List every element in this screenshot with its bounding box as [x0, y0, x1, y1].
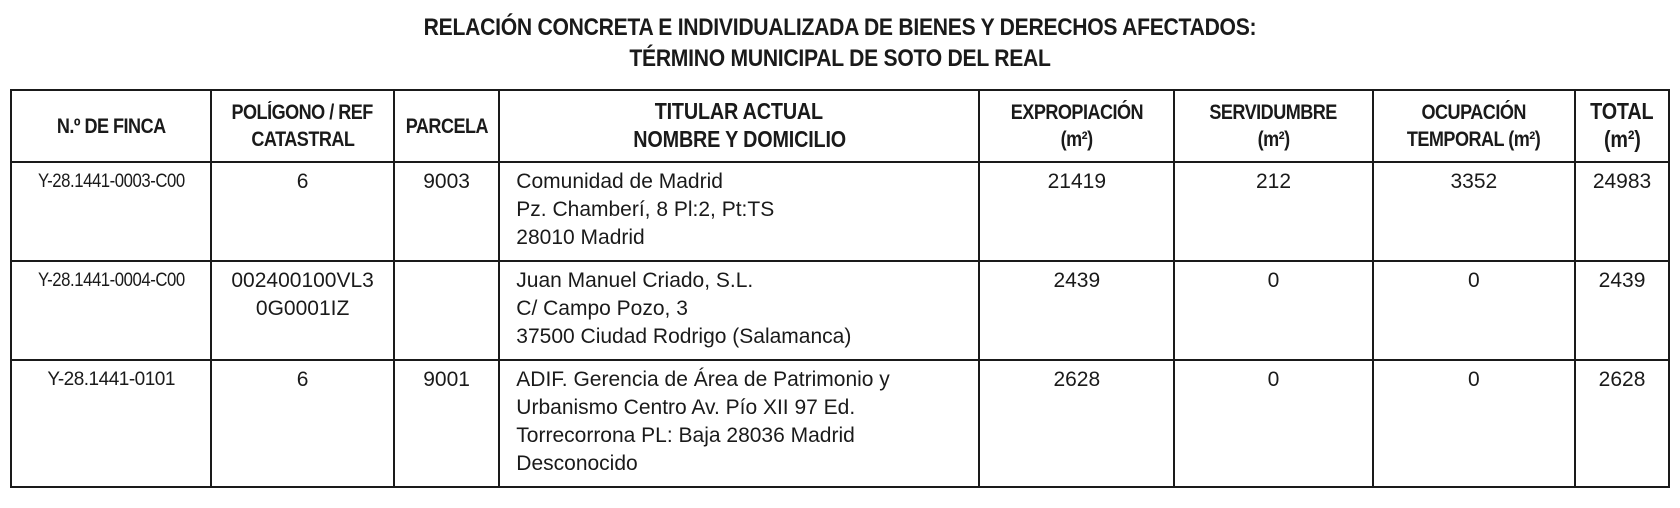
header-titular-line2: NOMBRE Y DOMICILIO: [632, 126, 846, 152]
expropiacion-cell: 21419: [979, 162, 1174, 261]
titular-line: Torrecorrona PL: Baja 28036 Madrid: [516, 424, 855, 447]
header-row: [11, 90, 1669, 162]
header-poligono-line1: POLÍGONO / REF: [231, 101, 374, 124]
table-row: [11, 360, 1669, 487]
servidumbre-cell: 0: [1174, 360, 1372, 487]
titular-line: C/ Campo Pozo, 3: [516, 297, 688, 320]
titular-line: Juan Manuel Criado, S.L.: [516, 269, 754, 292]
titular-line: Desconocido: [516, 452, 638, 475]
finca-number: Y-28.1441-0004-C00: [37, 270, 185, 291]
poligono-value: 002400100VL3: [231, 269, 374, 292]
finca-cell: [11, 162, 211, 261]
titular-cell: [499, 360, 979, 487]
table-row: [11, 261, 1669, 360]
poligono-value: 0G0001IZ: [255, 297, 350, 320]
titular-cell: [499, 162, 979, 261]
header-expropiacion: [979, 90, 1174, 162]
expropiacion-cell: 2628: [979, 360, 1174, 487]
ocupacion-cell: 3352: [1373, 162, 1575, 261]
poligono-cell: [211, 360, 394, 487]
header-parcela-label: PARCELA: [405, 114, 488, 138]
total-cell: 2628: [1575, 360, 1669, 487]
poligono-value: 6: [296, 368, 309, 391]
parcela-cell: [394, 261, 499, 360]
header-expropiacion-line2: (m²): [1060, 128, 1093, 151]
servidumbre-cell: 0: [1174, 261, 1372, 360]
expropiacion-cell: 2439: [979, 261, 1174, 360]
finca-number: Y-28.1441-0101: [47, 369, 175, 390]
titular-cell: [499, 261, 979, 360]
finca-cell: [11, 360, 211, 487]
title-line-2: TÉRMINO MUNICIPAL DE SOTO DEL REAL: [629, 45, 1051, 72]
titular-line: 37500 Ciudad Rodrigo (Salamanca): [516, 325, 852, 348]
header-ocupacion-line1: OCUPACIÓN: [1421, 101, 1527, 124]
titular-line: Urbanismo Centro Av. Pío XII 97 Ed.: [516, 396, 856, 419]
titular-line: 28010 Madrid: [516, 226, 645, 249]
finca-number: Y-28.1441-0003-C00: [37, 171, 185, 192]
ocupacion-cell: 0: [1373, 261, 1575, 360]
header-servidumbre: [1174, 90, 1372, 162]
header-ocupacion: [1373, 90, 1575, 162]
titular-line: Comunidad de Madrid: [516, 170, 723, 193]
header-poligono-line2: CATASTRAL: [251, 128, 355, 151]
table-row: [11, 162, 1669, 261]
header-titular: [499, 90, 979, 162]
titular-line: Pz. Chamberí, 8 Pl:2, Pt:TS: [516, 198, 775, 221]
parcela-cell: 9003: [394, 162, 499, 261]
header-ocupacion-line2: TEMPORAL (m²): [1407, 128, 1541, 151]
poligono-cell: [211, 261, 394, 360]
header-expropiacion-line1: EXPROPIACIÓN: [1010, 101, 1143, 124]
poligono-value: 6: [296, 170, 309, 193]
header-total-line1: TOTAL: [1590, 98, 1654, 124]
header-total-line2: (m²): [1603, 126, 1641, 152]
total-cell: 2439: [1575, 261, 1669, 360]
bienes-table: [10, 89, 1670, 488]
header-servidumbre-line2: (m²): [1257, 128, 1290, 151]
header-parcela: [394, 90, 499, 162]
header-finca: [11, 90, 211, 162]
total-cell: 24983: [1575, 162, 1669, 261]
document-title: [0, 12, 1680, 74]
header-titular-line1: TITULAR ACTUAL: [655, 98, 824, 124]
servidumbre-cell: 212: [1174, 162, 1372, 261]
header-poligono: [211, 90, 394, 162]
ocupacion-cell: 0: [1373, 360, 1575, 487]
title-line-1: RELACIÓN CONCRETA E INDIVIDUALIZADA DE BIENES Y DERECHOS AFECTADOS:: [423, 14, 1257, 41]
header-finca-label: N.º DE FINCA: [56, 114, 166, 138]
finca-cell: [11, 261, 211, 360]
poligono-cell: [211, 162, 394, 261]
header-total: [1575, 90, 1669, 162]
parcela-cell: 9001: [394, 360, 499, 487]
titular-line: ADIF. Gerencia de Área de Patrimonio y: [516, 368, 890, 391]
header-servidumbre-line1: SERVIDUMBRE: [1209, 101, 1338, 124]
